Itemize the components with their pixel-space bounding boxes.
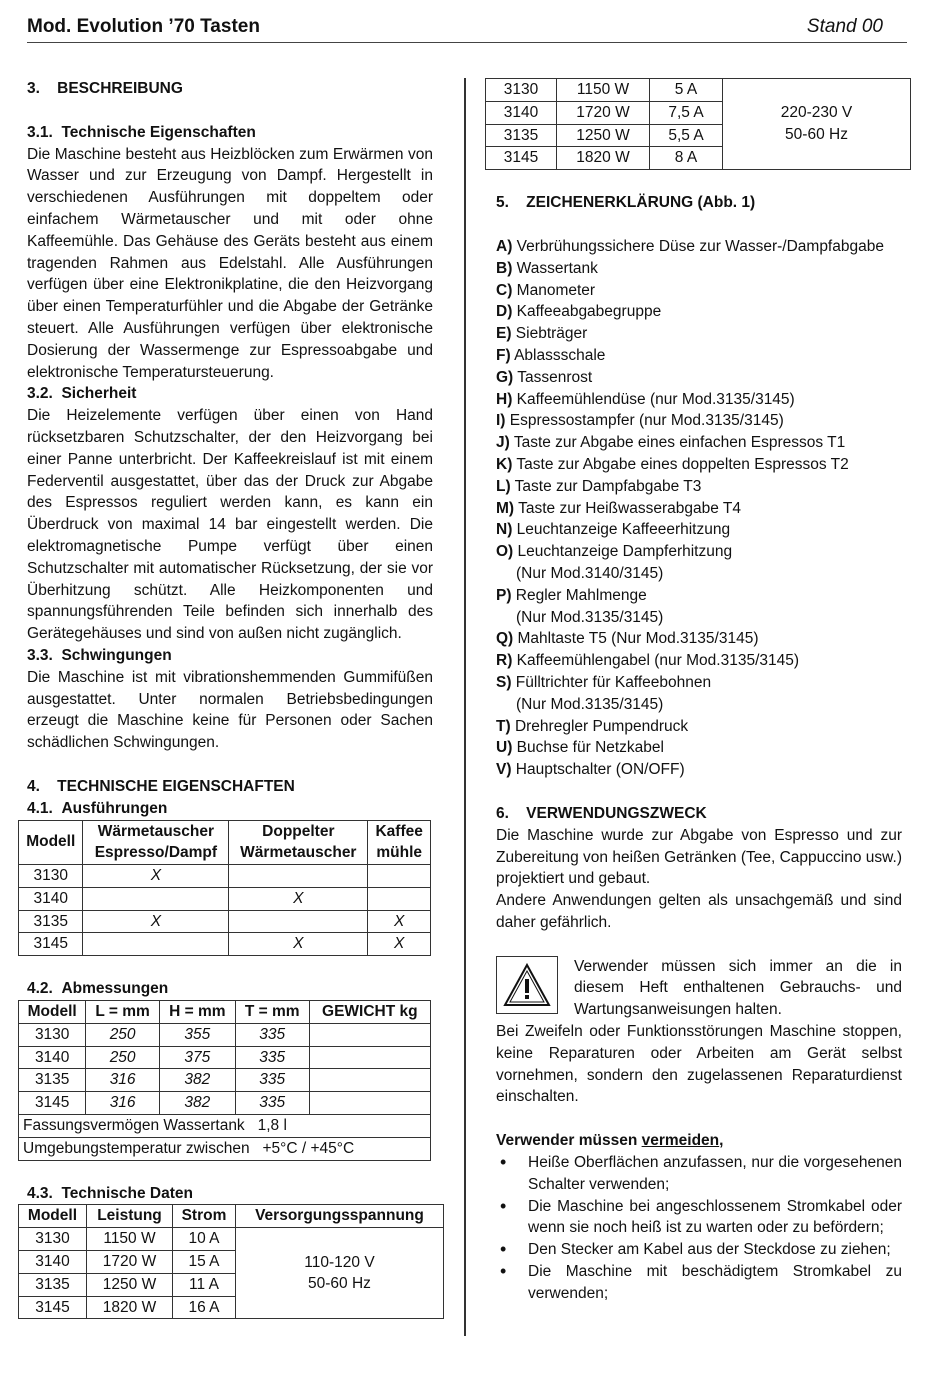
list-item-note: (Nur Mod.3135/3145) [516, 695, 664, 713]
list-item: E) Siebträger [496, 325, 588, 343]
table-row: 3135 X X [19, 910, 431, 933]
list-item: • Heiße Oberflächen anzufassen, nur die vorgesehenen Schalter verwenden; [496, 1152, 902, 1196]
list-item: A) Verbrühungssichere Düse zur Wasser-/Dampfabgabe [496, 237, 884, 255]
list-item: • Die Maschine mit beschädigtem Stromkabel zu verwenden; [496, 1261, 902, 1305]
section-6-text: Andere Anwendungen gelten als unsachgemäß und sind daher gefährlich. [496, 892, 902, 931]
section-3-1-title: 3.1. Technische Eigenschaften [27, 123, 256, 141]
table-row: 3135 316 382 335 [19, 1069, 431, 1092]
section-3-2-title: 3.2. Sicherheit [27, 385, 137, 403]
technical-data-table [18, 1204, 444, 1319]
table-row: 3130 1150 W 10 A 110-120 V 50-60 Hz [19, 1228, 444, 1251]
list-item: J) Taste zur Abgabe eines einfachen Espressos T1 [496, 434, 846, 452]
list-item-note: (Nur Mod.3135/3145) [516, 608, 664, 626]
technical-data-table-230v [485, 78, 911, 170]
table-row: 3145 1820 W 8 A [486, 147, 911, 170]
list-item: R) Kaffeemühlengabel (nur Mod.3135/3145) [496, 652, 800, 670]
voltage-cell: 110-120 V 50-60 Hz [235, 1228, 443, 1319]
section-5-title: 5. ZEICHENERKLÄRUNG (Abb. 1) [496, 194, 756, 212]
left-column [23, 78, 433, 1319]
table-row: 3140 1720 W 15 A [19, 1251, 444, 1274]
table-row: 3140 250 375 335 [19, 1046, 431, 1069]
table-header-cell: H = mm [159, 1001, 235, 1024]
avoid-list [496, 1152, 902, 1305]
table-row: 3145 316 382 335 [19, 1092, 431, 1115]
table-row: 3135 1250 W 5,5 A [486, 124, 911, 147]
list-item: S) Fülltrichter für Kaffeebohnen [496, 673, 712, 691]
table-header-cell: T = mm [235, 1001, 309, 1024]
section-4-title: 4. TECHNISCHE EIGENSCHAFTEN [27, 777, 295, 795]
table-header-cell: Wärmetauscher Espresso/Dampf [83, 820, 229, 865]
section-6-text: Die Maschine wurde zur Abgabe von Espresso und zur Zubereitung von heißen Getränken (Tee, Cappuccino usw.) projektiert und gebaut. [496, 826, 902, 888]
table-row: 3130 1150 W 5 A 220-230 V 50-60 Hz [486, 79, 911, 102]
warning-text: Verwender müssen sich immer an die in diesem Heft enthaltenen Gebrauchs- und Wartungsanweisungen halten. [574, 957, 902, 1019]
section-4-3-title: 4.3. Technische Daten [27, 1184, 193, 1202]
avoid-heading: Verwender müssen vermeiden, [496, 1132, 724, 1150]
list-item: H) Kaffeemühlendüse (nur Mod.3135/3145) [496, 390, 795, 408]
table-row: Fassungsvermögen Wassertank 1,8 l [19, 1115, 431, 1138]
table-row: Umgebungstemperatur zwischen +5°C / +45°C [19, 1137, 431, 1160]
list-item: G) Tassenrost [496, 368, 593, 386]
section-3-3-title: 3.3. Schwingungen [27, 646, 172, 664]
section-6-text: Bei Zweifeln oder Funktionsstörungen Maschine stoppen, keine Reparaturen oder Arbeiten am Gerät selbst vornehmen, sondern den zugelassenen Reparaturdienst einschalten. [496, 1023, 902, 1106]
list-item: K) Taste zur Abgabe eines doppelten Espressos T2 [496, 455, 849, 473]
document-title: Mod. Evolution ’70 Tasten [27, 16, 260, 37]
table-header-cell: Doppelter Wärmetauscher [229, 820, 368, 865]
list-item: V) Hauptschalter (ON/OFF) [496, 761, 685, 779]
list-item: F) Ablassschale [496, 346, 606, 364]
list-item: • Die Maschine bei angeschlossenem Stromkabel oder wenn sie noch heiß ist zu warten oder zu befördern; [496, 1196, 902, 1240]
table-header-cell: Modell [19, 1001, 86, 1024]
list-item: M) Taste zur Heißwasserabgabe T4 [496, 499, 741, 517]
list-item: L) Taste zur Dampfabgabe T3 [496, 477, 702, 495]
table-row: 3145 1820 W 16 A [19, 1296, 444, 1319]
section-6-title: 6. VERWENDUNGSZWECK [496, 804, 707, 822]
list-item: P) Regler Mahlmenge [496, 586, 647, 604]
table-row: 3140 X [19, 887, 431, 910]
table-header-cell: L = mm [86, 1001, 160, 1024]
table-header-cell: Strom [173, 1205, 236, 1228]
models-table [18, 820, 431, 957]
warning-icon [496, 956, 558, 1014]
section-4-2-title: 4.2. Abmessungen [27, 980, 169, 998]
list-item: Q) Mahltaste T5 (Nur Mod.3135/3145) [496, 630, 759, 648]
section-3-3-text: Die Maschine ist mit vibrationshemmenden Gummifüßen ausgestattet. Unter normalen Betriebsbedingungen erzeugt die Maschine keine für Personen oder Sachen schädlichen Schwingungen. [27, 668, 433, 752]
page-header [27, 14, 907, 43]
list-item: N) Leuchtanzeige Kaffeeerhitzung [496, 521, 731, 539]
list-item: O) Leuchtanzeige Dampferhitzung [496, 543, 733, 561]
list-item-note: (Nur Mod.3140/3145) [516, 564, 664, 582]
list-item: I) Espressostampfer (nur Mod.3135/3145) [496, 412, 784, 430]
table-row: 3140 1720 W 7,5 A [486, 101, 911, 124]
table-header-cell: Modell [19, 1205, 87, 1228]
table-header-cell: Kaffee mühle [368, 820, 431, 865]
list-item: D) Kaffeeabgabegruppe [496, 303, 662, 321]
legend-list [496, 236, 902, 781]
list-item: B) Wassertank [496, 259, 598, 277]
table-header-cell: Versorgungsspannung [235, 1205, 443, 1228]
table-row: 3130 X [19, 865, 431, 888]
voltage-cell: 220-230 V 50-60 Hz [723, 79, 911, 170]
right-column [496, 78, 902, 1305]
table-header-cell: Modell [19, 820, 83, 865]
table-row: 3145 X X [19, 933, 431, 956]
document-stand: Stand 00 [806, 16, 883, 37]
table-row: 3130 250 355 335 [19, 1023, 431, 1046]
dimensions-table [18, 1000, 431, 1161]
table-row: 3135 1250 W 11 A [19, 1273, 444, 1296]
warning-block [496, 956, 902, 1021]
table-header-cell: Leistung [86, 1205, 172, 1228]
list-item: C) Manometer [496, 281, 596, 299]
list-item: U) Buchse für Netzkabel [496, 739, 664, 757]
section-3-2-text: Die Heizelemente verfügen über einen von Hand rücksetzbaren Schutzschalter, der den Heizvorgang bei einer Panne unterbricht. Der Kaffeekreislauf ist mit einem Federventil ausgestattet, über das der Druck zur Abgabe des Espressos reguliert werden kann, es kann ein Überdruck von maximal 14 bar eingestellt werden. Die elektromagnetische Pumpe verfügt über einen Schutzschalter mit automatischer Rücksetzung, der sie vor Überhitzung schützt. Alle Heizkomponenten und spannungsführenden Teile befinden sich innerhalb des Gerätegehäuses und sind von außen nicht zugänglich. [27, 407, 433, 643]
list-item: T) Drehregler Pumpendruck [496, 717, 689, 735]
section-3-1-text: Die Maschine besteht aus Heizblöcken zum Erwärmen von Wasser und zur Erzeugung von Dampf. Hergestellt in verschiedenen Ausführungen mit doppeltem oder einfachem Wärmetauscher und mit oder ohne Kaffeemühle. Das Gehäuse des Geräts besteht aus einem tragenden Rahmen aus Edelstahl. Alle Ausführungen verfügen über eine Elektronikplatine, die den Heizvorgang über einen Temperaturfühler und die Abgabe der Getränke steuert. Alle Ausführungen verfügen über elektronische Dosierung der Wassermenge zur Espressoabgabe und elektronische Temperatursteuerung. [27, 145, 433, 381]
table-header-cell: GEWICHT kg [309, 1001, 430, 1024]
section-4-1-title: 4.1. Ausführungen [27, 799, 168, 817]
section-3-title: 3. BESCHREIBUNG [27, 80, 183, 97]
column-divider [464, 78, 466, 1336]
list-item: • Den Stecker am Kabel aus der Steckdose zu ziehen; [496, 1239, 902, 1261]
